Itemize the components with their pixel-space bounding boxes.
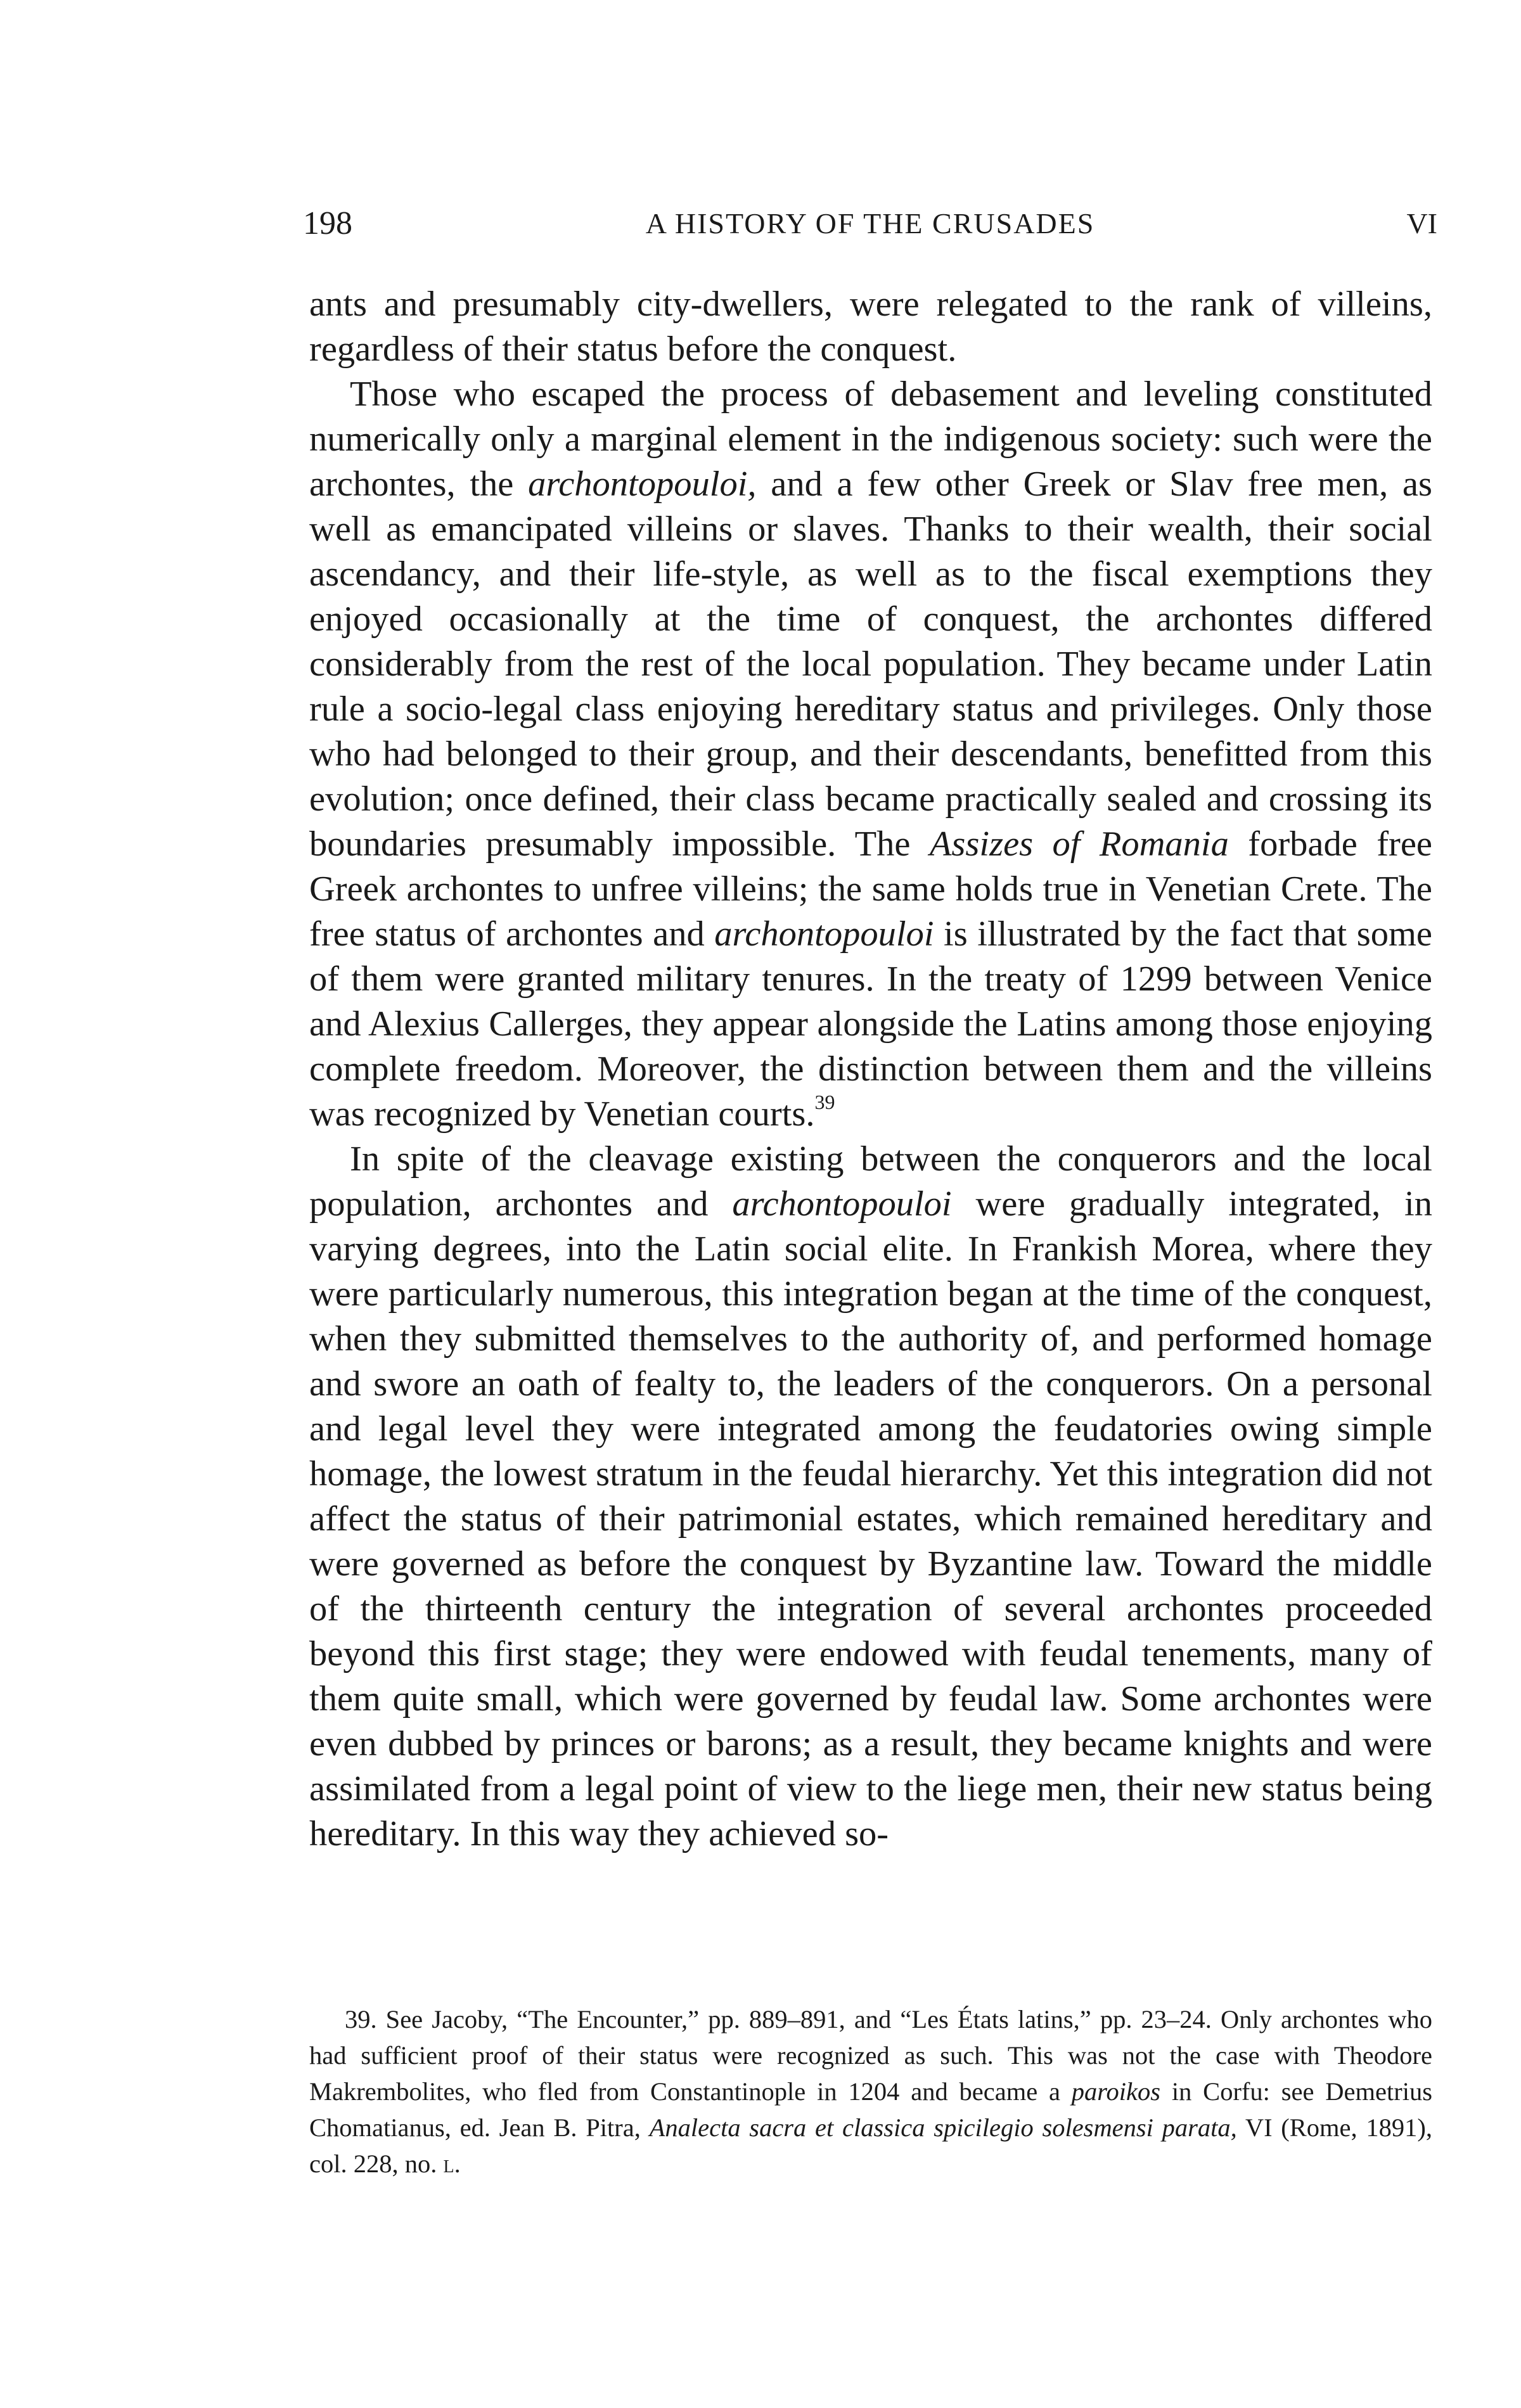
italic-title-analecta: Analecta sacra et classica spicilegio solesmensi parata,	[649, 2113, 1237, 2142]
footnote-small-caps-numeral: l	[443, 2149, 454, 2178]
running-title: A HISTORY OF THE CRUSADES	[645, 207, 1095, 240]
footnote-text-a: 39. See Jacoby, “The Encounter,” pp. 889–891, and “Les États latins,” pp. 23–24. Only archontes who had sufficient proof of their status were recognized as such. This was not the case with Theodore Makrembolites, who fled from Constantinople in 1204 and became a	[309, 2005, 1432, 2106]
page-number: 198	[303, 205, 352, 241]
italic-title-assizes: Assizes of Romania	[929, 824, 1229, 864]
paragraph-2-text-c: forbade free Greek archontes to unfree villeins; the same holds true in Venetian Crete. The free status of archontes and	[309, 824, 1433, 954]
paragraph-2-text-d: is illustrated by the fact that some of them were granted military tenures. In the treaty of 1299 between Venice and Alexius Callerges, they appear alongside the Latins among those enjoying complete freedom. Moreover, the distinction between them and the villeins was recognized by Venetian courts.	[309, 914, 1432, 1134]
footnote-39	[309, 2001, 1432, 2182]
paragraph-2-text-b: and a few other Greek or Slav free men, as well as emancipated villeins or slaves. Thanks to their wealth, their social ascendancy, and their life-style, as well as to the fiscal exemptions they enjoyed occasionally at the time of conquest, the archontes differed considerably from the rest of the local population. They became under Latin rule a socio-legal class enjoying hereditary status and privileges. Only those who had belonged to their group, and their descendants, benefitted from this evolution; once defined, their class became practically sealed and crossing its boundaries presumably impossible. The	[309, 464, 1432, 864]
paragraph-1	[309, 282, 1432, 372]
italic-term-archontopouloi: archontopouloi	[732, 1184, 952, 1224]
italic-term-paroikos: paroikos	[1071, 2077, 1161, 2106]
italic-term-archontopouloi: archontopouloi,	[528, 464, 757, 504]
paragraph-2-text-a: Those who escaped the process of debasement and leveling constituted numerically only a marginal element in the indigenous society: such were the archontes, the	[309, 375, 1432, 504]
paragraph-3	[309, 1137, 1432, 1857]
running-head	[303, 202, 1437, 246]
italic-term-archontopouloi: archontopouloi	[714, 914, 934, 954]
footnote-text-c: VI (Rome, 1891), col. 228, no.	[309, 2113, 1432, 2178]
body-text	[309, 282, 1432, 1857]
footnote-text-b: in Corfu: see Demetrius Chomatianus, ed. Jean B. Pitra,	[309, 2077, 1432, 2142]
footnotes	[309, 2001, 1432, 2182]
footnote-reference[interactable]: 39	[814, 1091, 835, 1113]
paragraph-3-text-b: were gradually integrated, in varying degrees, into the Latin social elite. In Frankish Morea, where they were particularly numerous, this integration began at the time of the conquest, when they submitted themselves to the authority of, and performed homage and swore an oath of fealty to, the leaders of the conquerors. On a personal and legal level they were integrated among the feudatories owing simple homage, the lowest stratum in the feudal hierarchy. Yet this integration did not affect the status of their patrimonial estates, which remained hereditary and were governed as before the conquest by Byzantine law. Toward the middle of the thirteenth century the integration of several archontes proceeded beyond this first stage; they were endowed with feudal tenements, many of them quite small, which were governed by feudal law. Some archontes were even dubbed by princes or barons; as a result, they became knights and were assimilated from a legal point of view to the liege men, their new status being hereditary. In this way they achieved so-	[309, 1184, 1432, 1854]
chapter-number: VI	[1406, 207, 1437, 240]
paragraph-1-text: ants and presumably city-dwellers, were relegated to the rank of villeins, regardless of their status before the conquest.	[309, 285, 1432, 369]
paragraph-2	[309, 372, 1432, 1137]
footnote-text-d: .	[454, 2149, 461, 2178]
paragraph-3-text-a: In spite of the cleavage existing between the conquerors and the local population, archontes and	[309, 1139, 1432, 1224]
